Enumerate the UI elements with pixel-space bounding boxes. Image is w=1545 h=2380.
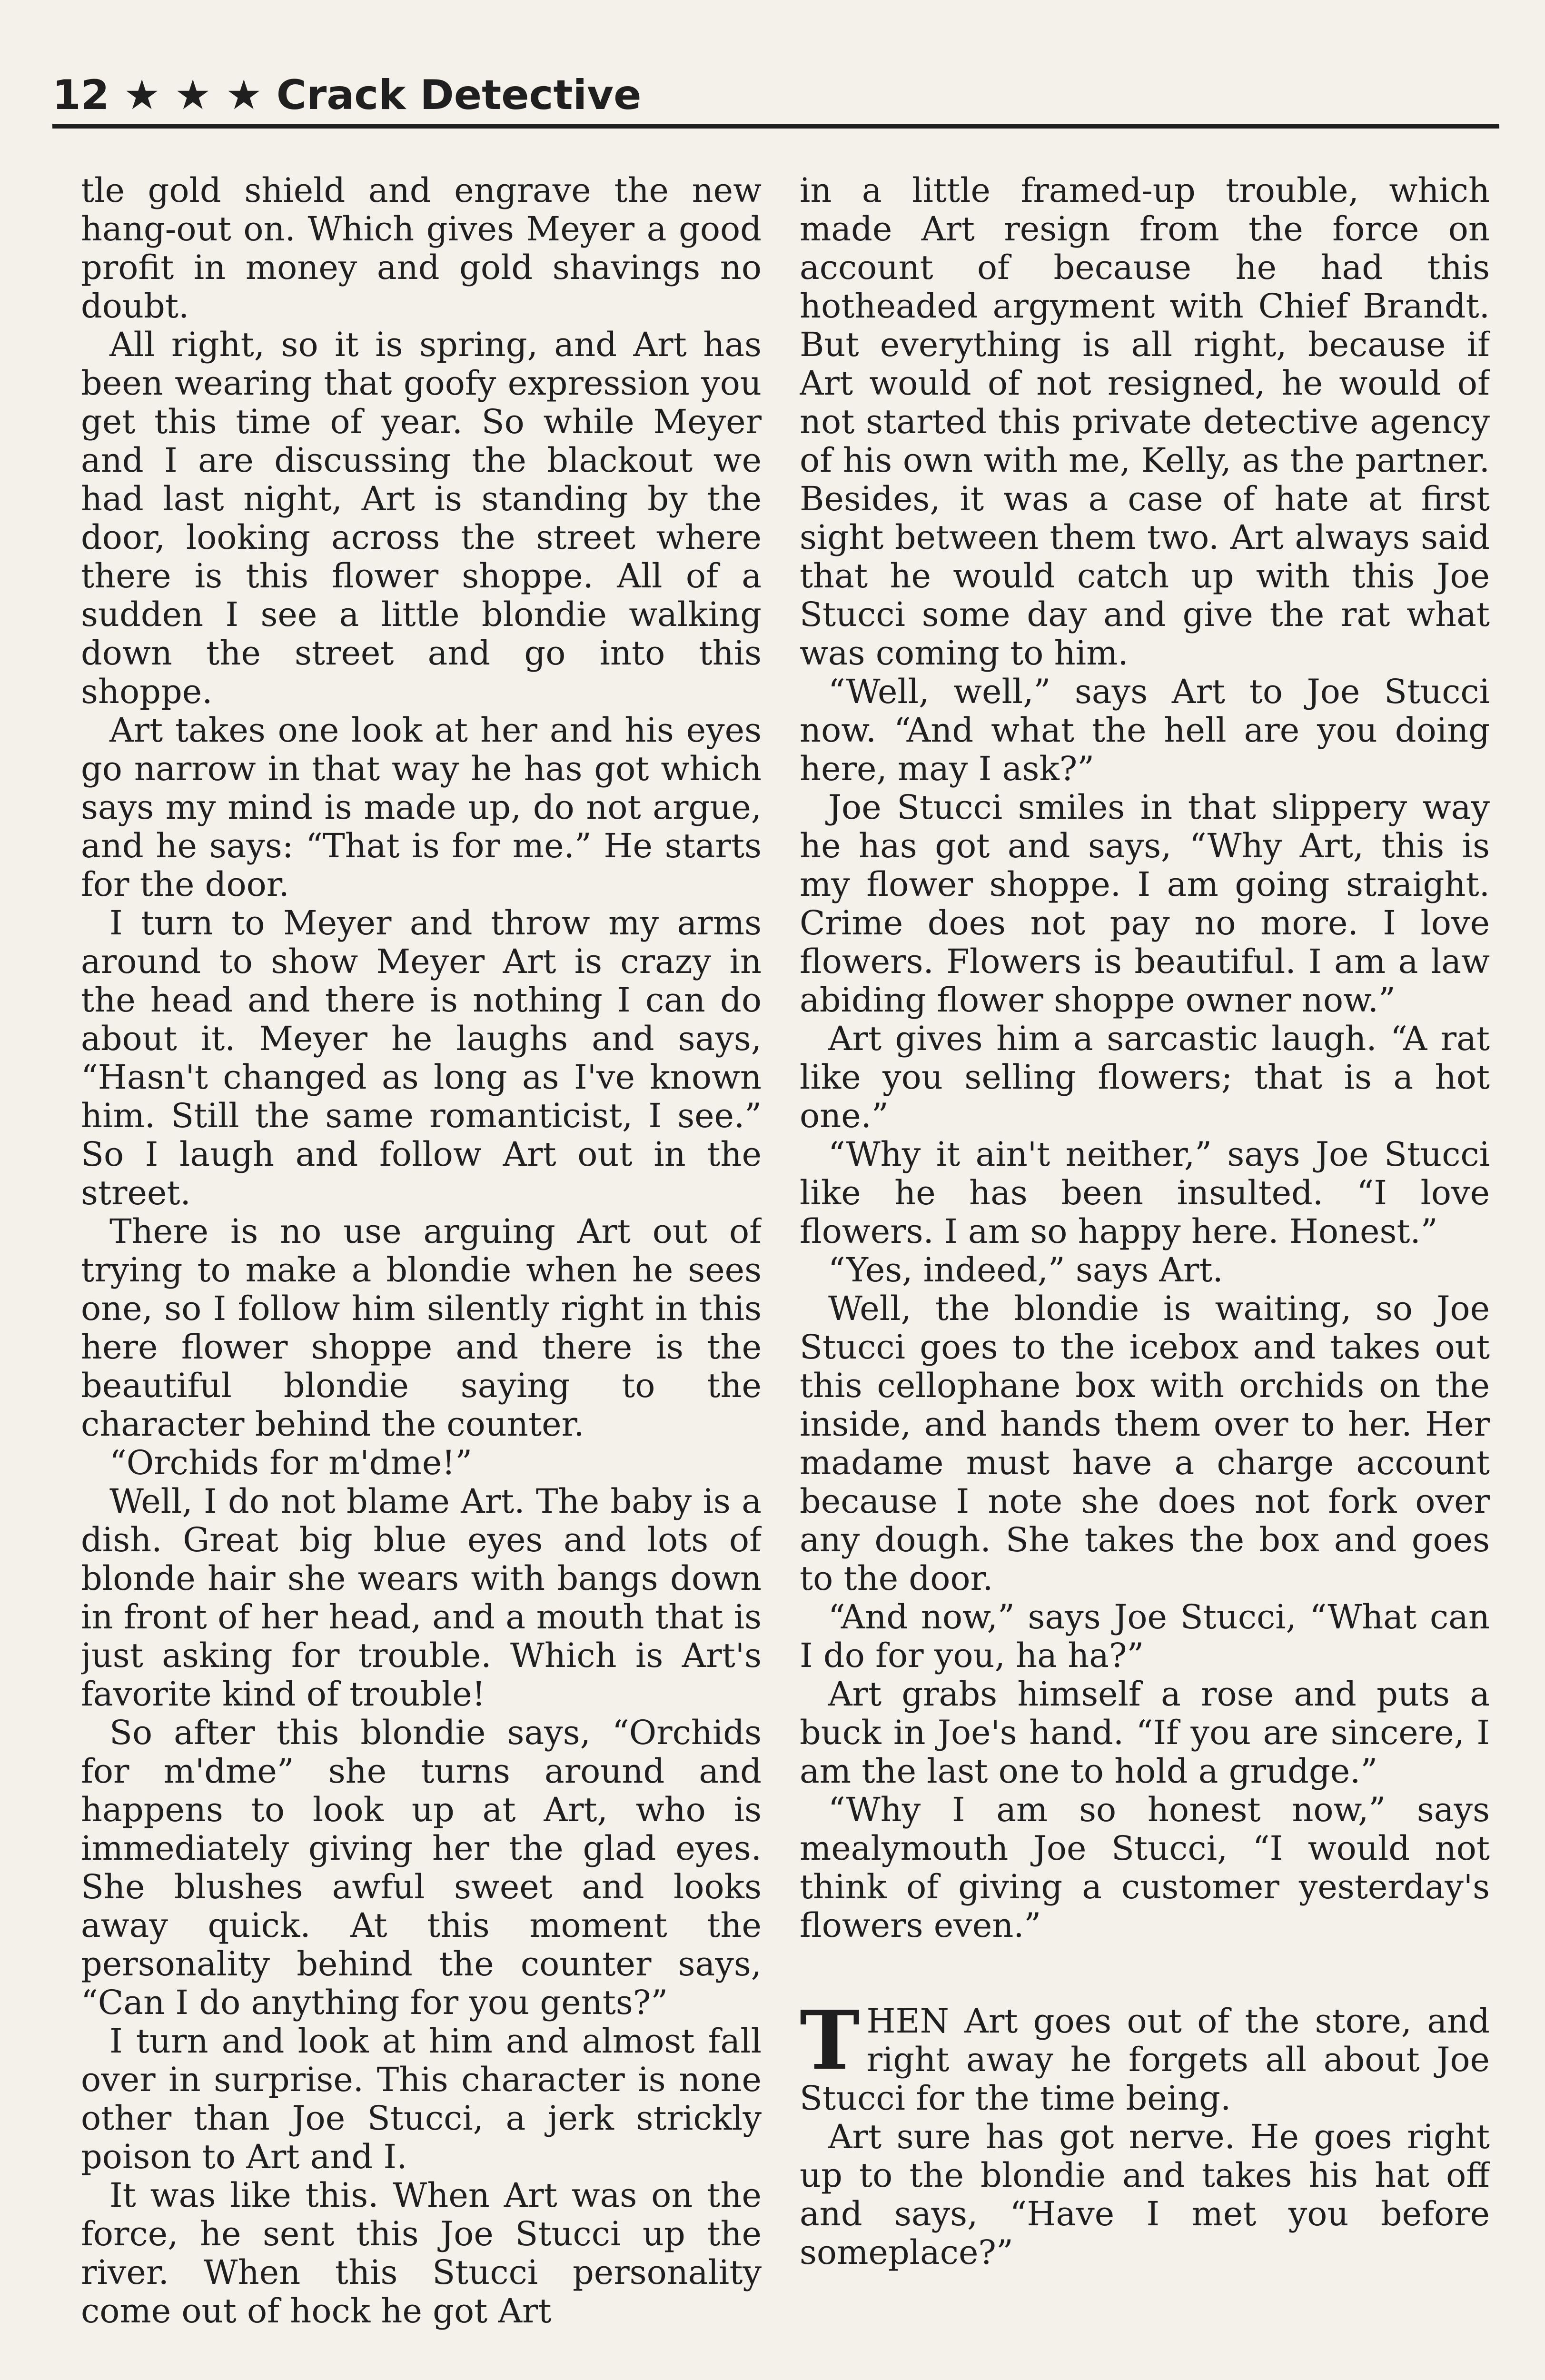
paragraph: I turn to Meyer and throw my arms around to show Meyer Art is crazy in the head and there is nothing I can do about it. Meyer he laughs and says, “Hasn't changed as long as I've known him. Still the same romanticist, I see.” So I laugh and follow Art out in the street. bbox=[81, 903, 762, 1212]
paragraph: “Orchids for m'dme!” bbox=[109, 1443, 473, 1482]
paragraph: I turn and look at him and almost fall over in surprise. This character is none other than Joe Stucci, a jerk strickly poison to Art and I. bbox=[81, 2022, 762, 2176]
paragraph: Well, I do not blame Art. The baby is a dish. Great big blue eyes and lots of blonde hair she wears with bangs down in front of her head, and a mouth that is just asking for trouble. Which is Art's favorite kind of trouble! bbox=[81, 1482, 762, 1714]
paragraph: in a little framed-up trouble, which made Art resign from the force on account of because he had this hotheaded argyment with Chief Brandt. But everything is all right, because if Art would of not resigned, he would of not started this private detective agency of his own with me, Kelly, as the partner. Besides, it was a case of hate at first sight between them two. Art always said that he would catch up with this Joe Stucci some day and give the rat what was coming to him. bbox=[800, 171, 1490, 673]
paragraph: “Why I am so honest now,” says mealymouth Joe Stucci, “I would not think of giving a customer yesterday's flowers even.” bbox=[800, 1790, 1490, 1945]
page-number-and-title: 12 ★ ★ ★ Crack Detective bbox=[52, 71, 642, 119]
paragraph: Art gives him a sarcastic laugh. “A rat like you selling flowers; that is a hot one.” bbox=[800, 1019, 1490, 1135]
page-header bbox=[52, 71, 1499, 119]
paragraph: Well, the blondie is waiting, so Joe Stucci goes to the icebox and takes out this cellophane box with orchids on the inside, and hands them over to her. Her madame must have a charge account because I note she does not fork over any dough. She takes the box and goes to the door. bbox=[800, 1289, 1490, 1598]
paragraph: tle gold shield and engrave the new hang-out on. Which gives Meyer a good profit in money and gold shavings no doubt. bbox=[81, 171, 762, 326]
paragraph: It was like this. When Art was on the force, he sent this Joe Stucci up the river. When this Stucci personality come out of hock he got Art bbox=[81, 2176, 762, 2330]
section-opening-paragraph bbox=[800, 1993, 1490, 2118]
paragraph: “Why it ain't neither,” says Joe Stucci like he has been insulted. “I love flowers. I am so happy here. Honest.” bbox=[800, 1135, 1490, 1251]
section-break bbox=[800, 1945, 1490, 2002]
paragraph: Art grabs himself a rose and puts a buck in Joe's hand. “If you are sincere, I am the last one to hold a grudge.” bbox=[800, 1675, 1490, 1791]
header-rule bbox=[52, 124, 1499, 129]
paragraph: There is no use arguing Art out of trying to make a blondie when he sees one, so I follow him silently right in this here flower shoppe and there is the beautiful blondie saying to the character behind the counter. bbox=[81, 1212, 762, 1444]
paragraph: Art takes one look at her and his eyes go narrow in that way he has got which says my mind is made up, do not argue, and he says: “That is for me.” He starts for the door. bbox=[81, 711, 762, 904]
drop-cap: T bbox=[800, 1993, 860, 2088]
paragraph: Joe Stucci smiles in that slippery way he has got and says, “Why Art, this is my flower shoppe. I am going straight. Crime does not pay no more. I love flowers. Flowers is beautiful. I am a law abiding flower shoppe owner now.” bbox=[800, 788, 1490, 1020]
paragraph: “And now,” says Joe Stucci, “What can I do for you, ha ha?” bbox=[800, 1597, 1490, 1675]
paragraph: Art sure has got nerve. He goes right up to the blondie and takes his hat off and says, “Have I met you before someplace?” bbox=[800, 2117, 1490, 2272]
right-column bbox=[800, 171, 1490, 2380]
left-column bbox=[81, 171, 762, 2380]
paragraph: “Yes, indeed,” says Art. bbox=[828, 1250, 1223, 1289]
paragraph: All right, so it is spring, and Art has been wearing that goofy expression you get this time of year. So while Meyer and I are discussing the blackout we had last night, Art is standing by the door, looking across the street where there is this flower shoppe. All of a sudden I see a little blondie walking down the street and go into this shoppe. bbox=[81, 325, 762, 711]
paragraph: “Well, well,” says Art to Joe Stucci now. “And what the hell are you doing here, may I ask?” bbox=[800, 672, 1490, 788]
paragraph: So after this blondie says, “Orchids for m'dme” she turns around and happens to look up at Art, who is immediately giving her the glad eyes. She blushes awful sweet and looks away quick. At this moment the personality behind the counter says, “Can I do anything for you gents?” bbox=[81, 1713, 762, 2022]
section-opening-text: HEN Art goes out of the store, and right away he forgets all about Joe Stucci for the time being. bbox=[800, 2002, 1490, 2118]
